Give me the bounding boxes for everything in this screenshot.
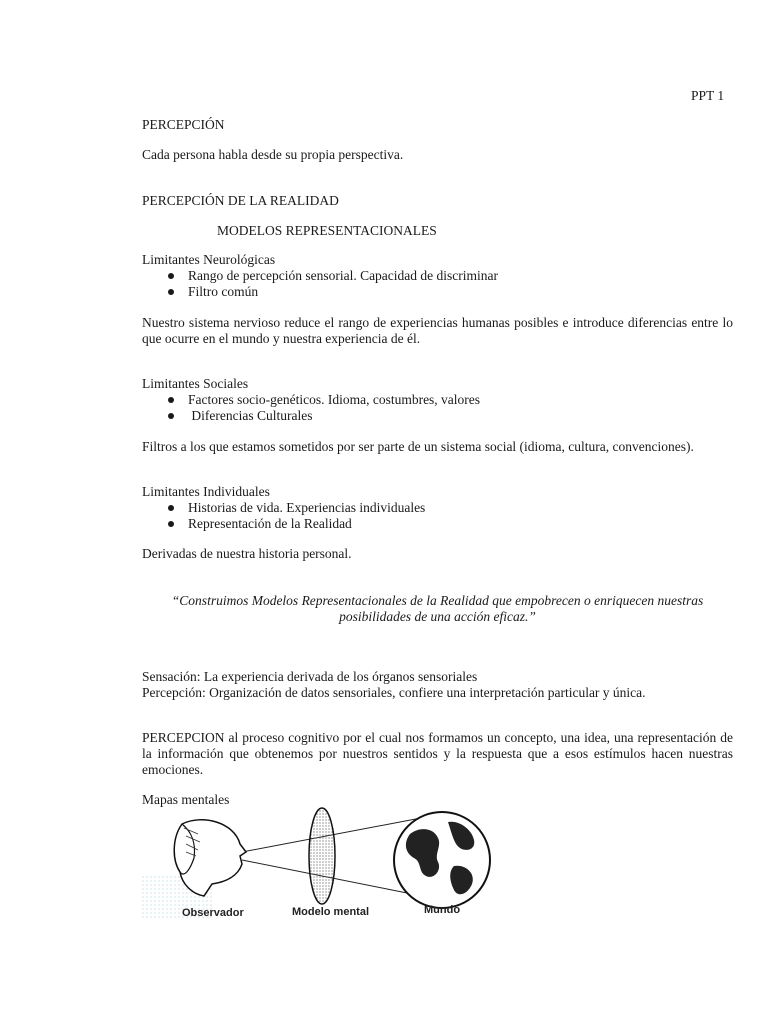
individual-list <box>142 500 425 532</box>
mind-map-figure <box>142 804 502 920</box>
bullet-icon <box>168 413 174 419</box>
list-item: Rango de percepción sensorial. Capacidad de discriminar <box>142 268 498 284</box>
social-paragraph: Filtros a los que estamos sometidos por ser parte de un sistema social (idioma, cultura, convenciones). <box>142 439 694 454</box>
mind-maps-heading: Mapas mentales <box>142 792 230 807</box>
individual-paragraph: Derivadas de nuestra historia personal. <box>142 546 352 561</box>
bullet-icon <box>168 289 174 295</box>
list-item: Historias de vida. Experiencias individuales <box>142 500 425 516</box>
sensation-definition: Sensación: La experiencia derivada de los órganos sensoriales <box>142 669 478 684</box>
list-item: Diferencias Culturales <box>142 408 480 424</box>
section-title: PERCEPCIÓN DE LA REALIDAD <box>142 193 339 208</box>
social-list <box>142 392 480 424</box>
list-item: Representación de la Realidad <box>142 516 425 532</box>
highlight-quote: “Construimos Modelos Representacionales de la Realidad que empobrecen o enriquecen nuestras posibilidades de una acción eficaz.” <box>171 593 704 624</box>
lens-icon <box>309 808 335 904</box>
individual-heading: Limitantes Individuales <box>142 484 270 499</box>
perception-paragraph: PERCEPCION al proceso cognitivo por el cual nos formamos un concepto, una idea, una representación de la información que obtenemos por nuestros sentidos y la respuesta que a esos estímulos hacen nuestras emociones. <box>142 730 733 777</box>
neurological-paragraph: Nuestro sistema nervioso reduce el rango de experiencias humanas posibles e introduce diferencias entre lo que ocurre en el mundo y nuestra experiencia de él. <box>142 315 733 346</box>
social-heading: Limitantes Sociales <box>142 376 249 391</box>
bullet-icon <box>168 273 174 279</box>
observer-label: Observador <box>182 907 244 919</box>
neurological-heading: Limitantes Neurológicas <box>142 252 276 267</box>
bullet-icon <box>168 397 174 403</box>
observer-head-icon <box>174 820 246 896</box>
page-tag: PPT 1 <box>691 88 725 103</box>
bullet-icon <box>168 521 174 527</box>
list-item: Factores socio-genéticos. Idioma, costumbres, valores <box>142 392 480 408</box>
neurological-list <box>142 268 498 300</box>
world-label: Mundo <box>424 904 461 916</box>
list-item: Filtro común <box>142 284 498 300</box>
perception-definition: Percepción: Organización de datos sensoriales, confiere una interpretación particular y única. <box>142 685 646 700</box>
globe-icon <box>394 812 490 908</box>
intro-text: Cada persona habla desde su propia perspectiva. <box>142 147 404 162</box>
bullet-icon <box>168 505 174 511</box>
subsection-title: MODELOS REPRESENTACIONALES <box>217 223 437 238</box>
mental-model-label: Modelo mental <box>292 906 370 918</box>
document-title: PERCEPCIÓN <box>142 117 225 132</box>
